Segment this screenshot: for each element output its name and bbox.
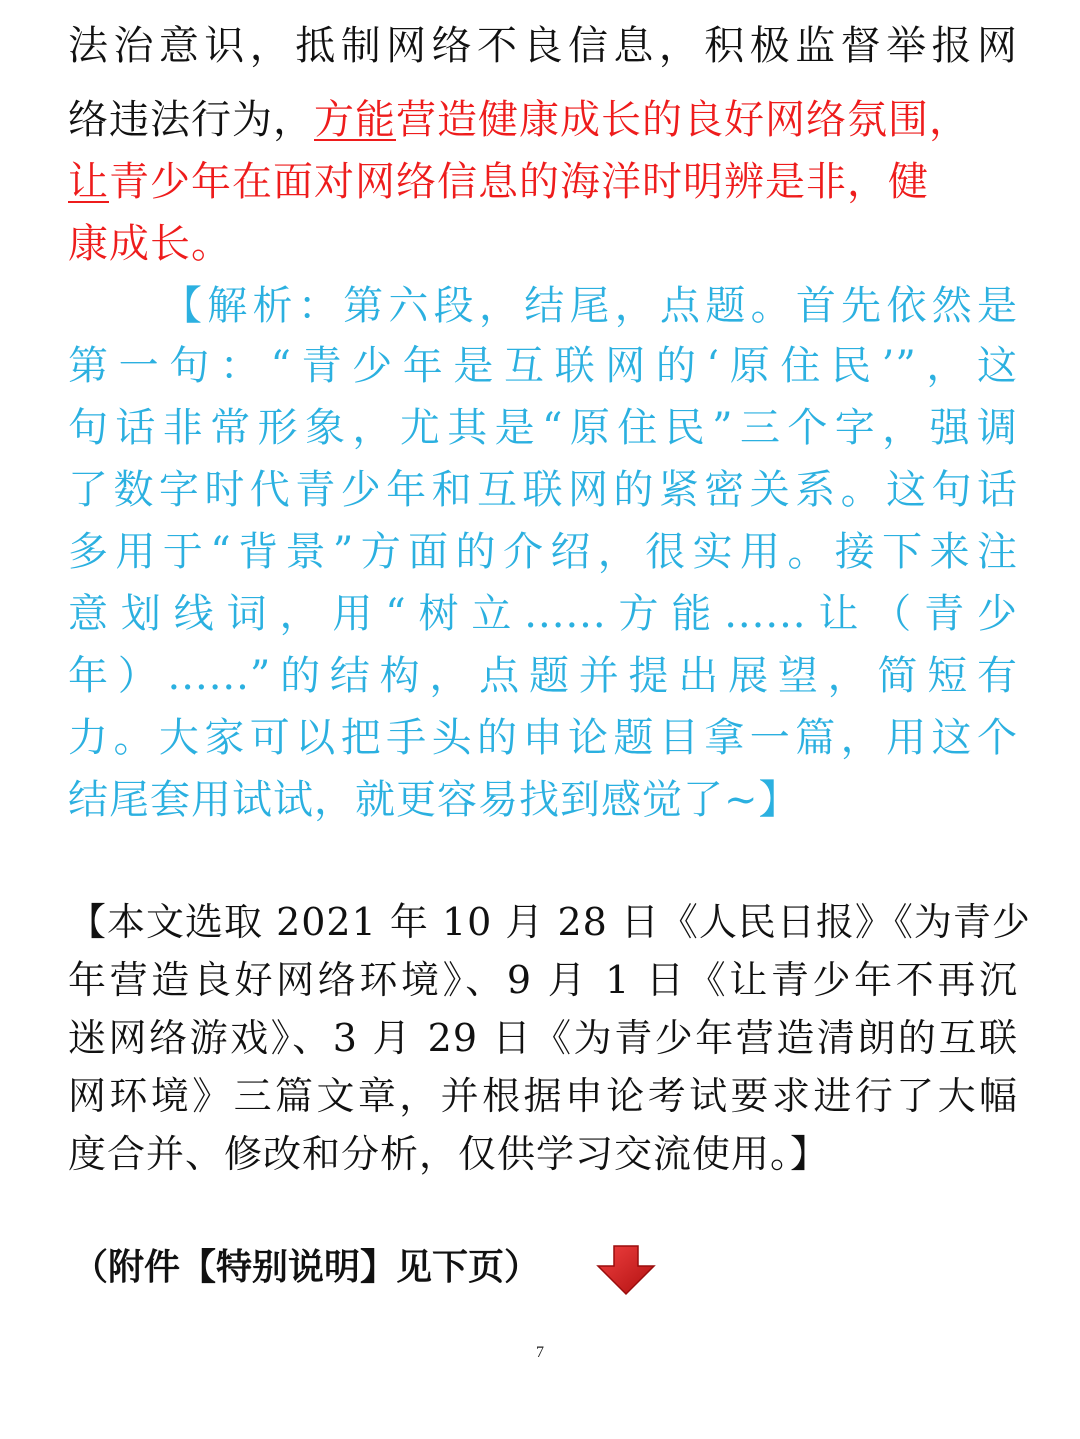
analysis-line: 年）......”的结构，点题并提出展望，简短有 [68,653,1018,699]
underlined-keyword: 方能 [314,97,396,143]
paragraph-line-1: 法治意识，抵制网络不良信息，积极监督举报网 [68,23,1018,69]
analysis-line: 意划线词，用“树立......方能......让（青少 [68,591,1018,637]
paragraph-text: 络违法行为， [68,97,314,143]
source-note-line: 年营造良好网络环境》、9 月 1 日《让青少年不再沉 [68,958,1018,1002]
attachment-note: （附件【特别说明】见下页） [72,1247,541,1288]
analysis-line: 【解析：第六段，结尾，点题。首先依然是 [162,283,1018,329]
analysis-line: 力。大家可以把手头的申论题目拿一篇，用这个 [68,715,1018,761]
down-arrow-icon [596,1244,656,1296]
page-number: 7 [536,1344,544,1361]
underlined-keyword: 让 [68,159,109,205]
analysis-line: 第一句：“青少年是互联网的‘原住民’”，这 [68,343,1018,389]
source-note-line: 【本文选取 2021 年 10 月 28 日《人民日报》《为青少 [68,900,1031,944]
paragraph-line-3 [68,158,1018,206]
source-note-line: 度合并、修改和分析，仅供学习交流使用。】 [68,1132,830,1176]
highlighted-text: 营造健康成长的良好网络氛围， [396,97,970,143]
source-note-line: 迷网络游戏》、3 月 29 日《为青少年营造清朗的互联 [68,1016,1018,1060]
paragraph-line-4: 康成长。 [68,221,232,267]
analysis-line: 多用于“背景”方面的介绍，很实用。接下来注 [68,529,1018,575]
analysis-line: 结尾套用试试，就更容易找到感觉了~】 [68,777,800,823]
analysis-line: 句话非常形象，尤其是“原住民”三个字，强调 [68,405,1018,451]
analysis-line: 了数字时代青少年和互联网的紧密关系。这句话 [68,467,1018,513]
highlighted-text: 青少年在面对网络信息的海洋时明辨是非，健 [109,159,929,205]
source-note-line: 网环境》三篇文章，并根据申论考试要求进行了大幅 [68,1074,1018,1118]
paragraph-line-2 [68,96,1018,144]
